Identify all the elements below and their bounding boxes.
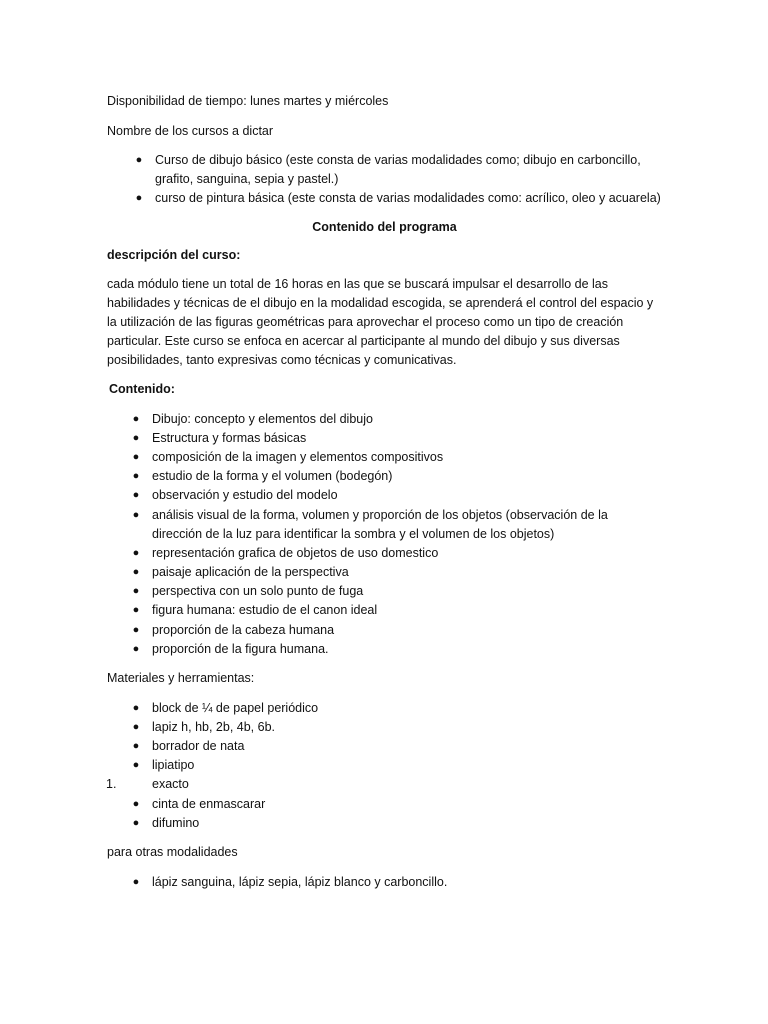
material-item [132,737,662,756]
content-item-text: paisaje aplicación de la perspectiva [152,565,349,579]
content-item-text: análisis visual de la forma, volumen y proporción de los objetos (observación de la [152,508,608,522]
course-item-text: curso de pintura básica (este consta de varias modalidades como: acrílico, oleo y acuarela) [155,191,661,205]
description-line: cada módulo tiene un total de 16 horas en las que se buscará impulsar el desarrollo de las [107,277,609,291]
bullet-icon: ● [132,817,140,829]
bullet-icon: ● [132,509,140,521]
course-item-text: grafito, sanguina, sepia y pastel.) [155,172,339,186]
bullet-icon: ● [132,489,140,501]
content-item-text: estudio de la forma y el volumen (bodegón) [152,469,393,483]
description-line: la utilización de las figuras geométricas para aprovechar el proceso como un tipo de creación [107,315,624,329]
material-item-text: cinta de enmascarar [152,797,266,811]
content-item-text: representación grafica de objetos de uso domestico [152,546,439,560]
material-item [132,718,662,737]
content-heading: Contenido: [109,382,175,396]
material-item-text: lapiz h, hb, 2b, 4b, 6b. [152,720,276,734]
bullet-icon: ● [132,876,140,888]
content-item-text: figura humana: estudio de el canon ideal [152,603,378,617]
bullet-icon: ● [132,702,140,714]
material-item [132,699,662,718]
description-heading: descripción del curso: [107,248,241,262]
list-number: 1. [106,777,117,791]
content-item [132,544,662,563]
bullet-icon: ● [132,547,140,559]
bullet-icon: ● [132,566,140,578]
material-item-text: borrador de nata [152,739,245,753]
bullet-icon: ● [132,740,140,752]
description-line: posibilidades, tanto expresivas como técnicas y comunicativas. [107,353,457,367]
course-item-continuation [155,170,670,189]
description-line: habilidades y técnicas de el dibujo en la modalidad escogida, se aprenderá el control del espacio y [107,296,654,310]
content-item-text: proporción de la figura humana. [152,642,329,656]
bullet-icon: ● [132,759,140,771]
content-item-text: dirección de la luz para identificar la sombra y el volumen de los objetos) [152,527,555,541]
content-item-continuation [152,525,662,544]
content-item-text: Dibujo: concepto y elementos del dibujo [152,412,373,426]
content-item [132,640,662,659]
bullet-icon: ● [132,413,140,425]
bullet-icon: ● [132,432,140,444]
content-item [132,486,662,505]
content-item [132,563,662,582]
material-item-text: block de ¼ de papel periódico [152,701,319,715]
content-item [132,601,662,620]
bullet-icon: ● [135,192,143,204]
materials-heading: Materiales y herramientas: [107,671,255,685]
description-line: particular. Este curso se enfoca en acercar al participante al mundo del dibujo y sus diversas [107,334,620,348]
bullet-icon: ● [132,721,140,733]
bullet-icon: ● [132,451,140,463]
content-item-text: perspectiva con un solo punto de fuga [152,584,364,598]
other-modalities-heading: para otras modalidades [107,845,238,859]
material-item-text: lipiatipo [152,758,195,772]
bullet-icon: ● [135,154,143,166]
content-item-text: proporción de la cabeza humana [152,623,335,637]
content-item-text: composición de la imagen y elementos compositivos [152,450,444,464]
content-item-text: Estructura y formas básicas [152,431,307,445]
courses-heading: Nombre de los cursos a dictar [107,124,274,138]
content-item [132,429,662,448]
other-item [132,873,662,892]
content-item [132,582,662,601]
bullet-icon: ● [132,470,140,482]
material-item-text: difumino [152,816,200,830]
other-item-text: lápiz sanguina, lápiz sepia, lápiz blanco y carboncillo. [152,875,448,889]
course-item [135,151,670,170]
bullet-icon: ● [132,604,140,616]
bullet-icon: ● [132,798,140,810]
material-item [132,795,662,814]
bullet-icon: ● [132,624,140,636]
program-heading: Contenido del programa [312,220,457,234]
content-item [132,621,662,640]
material-item-numbered [106,775,662,794]
material-item [132,756,662,775]
bullet-icon: ● [132,643,140,655]
material-item-text: exacto [152,777,189,791]
content-item [132,448,662,467]
content-item-text: observación y estudio del modelo [152,488,338,502]
content-item [132,410,662,429]
course-item [135,189,670,208]
content-item [132,506,662,525]
bullet-icon: ● [132,585,140,597]
material-item [132,814,662,833]
availability-line: Disponibilidad de tiempo: lunes martes y miércoles [107,94,389,108]
content-item [132,467,662,486]
course-item-text: Curso de dibujo básico (este consta de varias modalidades como; dibujo en carboncillo, [155,153,641,167]
